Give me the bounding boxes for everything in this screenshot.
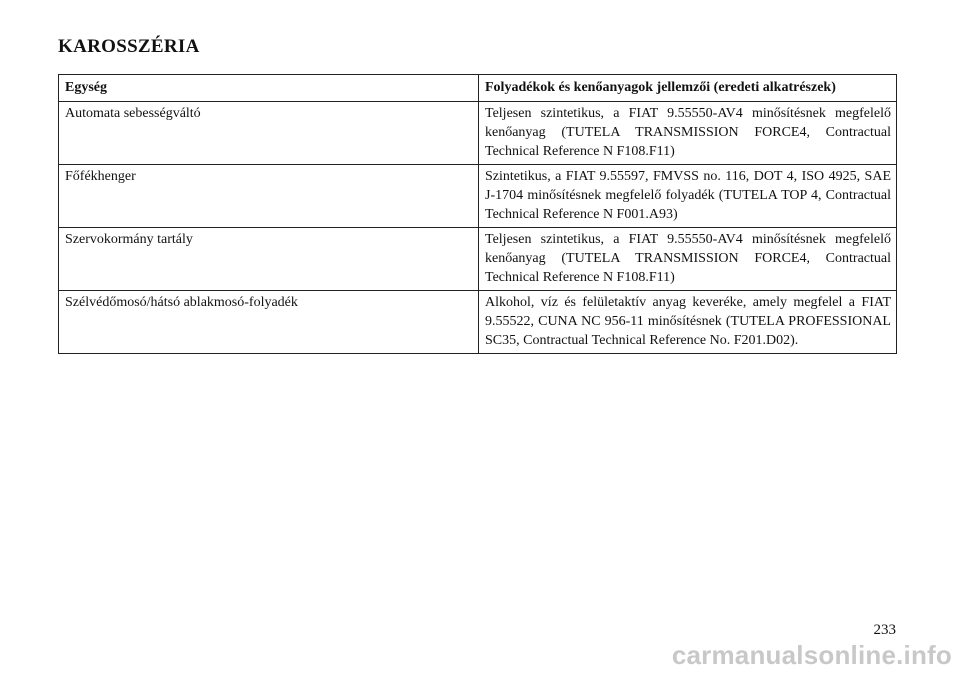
table-row (59, 291, 897, 354)
table-row (59, 102, 897, 165)
table-row (59, 165, 897, 228)
cell-unit: Automata sebességváltó (59, 102, 479, 165)
cell-unit: Szervokormány tartály (59, 228, 479, 291)
column-header-unit: Egység (59, 75, 479, 102)
page-number: 233 (873, 622, 896, 638)
cell-spec: Teljesen szintetikus, a FIAT 9.55550-AV4 minősítésnek megfelelő kenőanyag (TUTELA TRANSMISSION FORCE4, Contractual Technical Reference N F108.F11) (479, 228, 897, 291)
cell-spec: Szintetikus, a FIAT 9.55597, FMVSS no. 116, DOT 4, ISO 4925, SAE J-1704 minősítésnek megfelelő folyadék (TUTELA TOP 4, Contractual Technical Reference N F001.A93) (479, 165, 897, 228)
cell-unit: Főfékhenger (59, 165, 479, 228)
table-header-row (59, 75, 897, 102)
cell-spec: Alkohol, víz és felületaktív anyag keveréke, amely megfelel a FIAT 9.55522, CUNA NC 956-11 minősítésnek (TUTELA PROFESSIONAL SC35, Contractual Technical Reference No. F201.D02). (479, 291, 897, 354)
watermark: carmanualsonline.info (671, 640, 952, 670)
column-header-spec: Folyadékok és kenőanyagok jellemzői (eredeti alkatrészek) (479, 75, 897, 102)
table-row (59, 228, 897, 291)
page-title: KAROSSZÉRIA (58, 36, 200, 57)
fluids-spec-table (58, 74, 897, 354)
cell-spec: Teljesen szintetikus, a FIAT 9.55550-AV4 minősítésnek megfelelő kenőanyag (TUTELA TRANSMISSION FORCE4, Contractual Technical Reference N F108.F11) (479, 102, 897, 165)
cell-unit: Szélvédőmosó/hátsó ablakmosó-folyadék (59, 291, 479, 354)
